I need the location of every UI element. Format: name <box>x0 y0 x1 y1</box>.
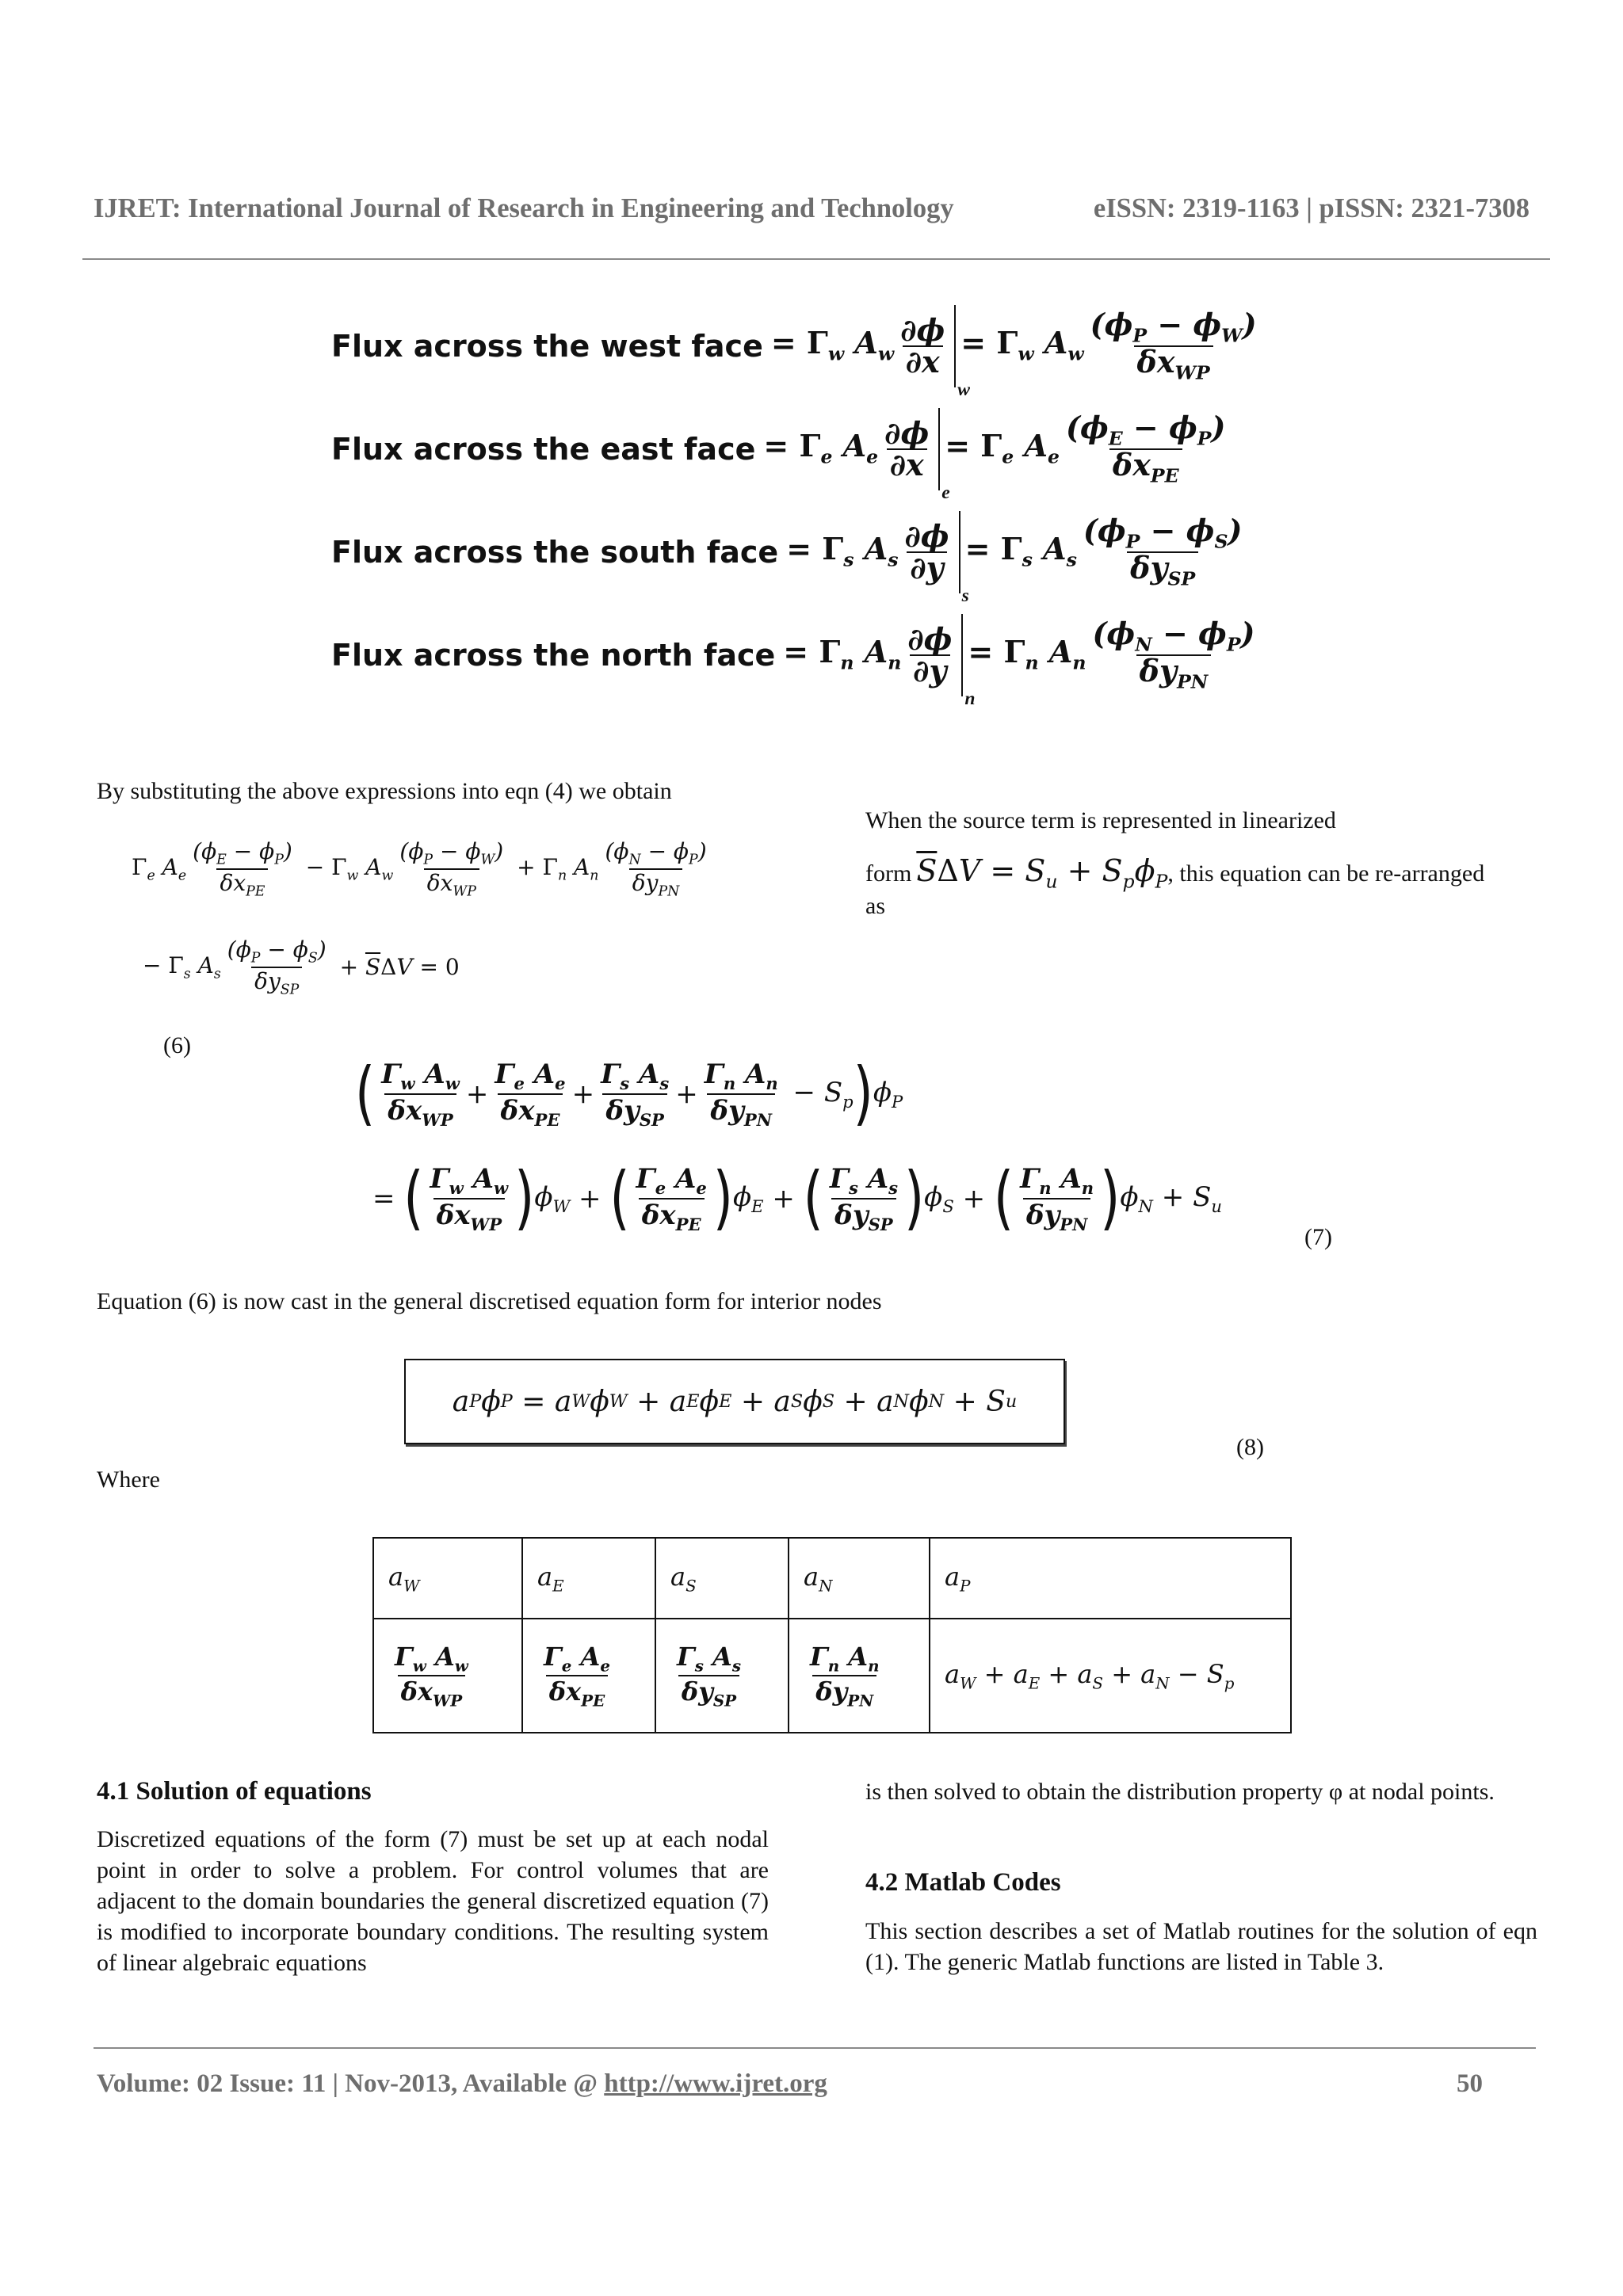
table-header-an: $a_N$ <box>789 1538 930 1619</box>
table-header-ae: $a_E$ <box>522 1538 655 1619</box>
table-cell-as-formula: $\Gamma_s$ $A_s$ $\delta y_{SP}$ <box>655 1619 789 1733</box>
section-4-2-body: This section describes a set of Matlab routines for the solution of eqn (1). The generic Matlab functions are listed in Table 3. <box>865 1918 1537 1975</box>
table-cell-ae-formula: $\Gamma_e$ $A_e$ $\delta x_{PE}$ <box>522 1619 655 1733</box>
table-cell-ap-formula: $a_W + a_E + a_S + a_N - S_p$ <box>930 1619 1291 1733</box>
general-form-text: Equation (6) is now cast in the general discretised equation form for interior nodes <box>97 1288 882 1314</box>
flux-east-equation: Flux across the east face = $\Gamma_e$ $A_e$ ∂ϕ ∂x e = $\Gamma_e$ $A_e$ $(\phi_E - \phi_P)$ $\delta x_{PE}$ <box>331 409 1226 504</box>
coefficient-table <box>372 1537 1292 1733</box>
issn-info: eISSN: 2319-1163 | pISSN: 2321-7308 <box>1093 193 1529 223</box>
flux-west-equation: Flux across the west face = $\Gamma_w$ $A_w$ ∂ϕ ∂x w = $\Gamma_w$ $A_w$ $(\phi_P - \phi_W)$ $\delta x_{WP}$ <box>331 306 1257 401</box>
where-text: Where <box>97 1466 160 1493</box>
section-4-1-continuation: is then solved to obtain the distribution property φ at nodal points. <box>865 1779 1495 1805</box>
table-header-aw: $a_W$ <box>373 1538 522 1619</box>
equation-7-line2: = ( $\Gamma_w$ $A_w$ $\delta x_{WP}$ ) $\phi_W$ + ( $\Gamma_e$ $A_e$ $\delta x_{PE}$ ) $\phi_E$ + ( $\Gamma_s$ $A_s$ $\delta y_{SP}$ ) $\phi_S$ + ( $\Gamma_n$ $A_n$ $\delta y_{PN}$ ) $\phi_N$ + $S_u$ <box>372 1158 1222 1238</box>
footer-volume: Volume: 02 Issue: 11 | Nov-2013, Available @ http://www.ijret.org <box>97 2069 827 2098</box>
running-header <box>94 193 1529 224</box>
header-rule <box>82 258 1550 260</box>
source-term-line2: form $\overline{S}\Delta V = S_u + S_p\phi_P$ , this equation can be re-arranged <box>865 853 1485 893</box>
equation-6-number: (6) <box>163 1032 191 1058</box>
table-header-ap: $a_P$ <box>930 1538 1291 1619</box>
flux-south-equation: Flux across the south face = $\Gamma_s$ $A_s$ ∂ϕ ∂y s = $\Gamma_s$ $A_s$ $(\phi_P - \phi_S)$ $\delta y_{SP}$ <box>331 512 1243 607</box>
source-term-line1: When the source term is represented in linearized <box>865 807 1336 833</box>
substituting-text: By substituting the above expressions into eqn (4) we obtain <box>97 778 672 804</box>
footer-rule <box>94 2047 1536 2049</box>
table-header-row <box>373 1538 1291 1619</box>
equation-8-number: (8) <box>1236 1434 1264 1460</box>
equation-7-number: (7) <box>1304 1224 1332 1250</box>
source-term-line3: as <box>865 893 885 919</box>
page-number: 50 <box>1457 2069 1483 2098</box>
table-cell-aw-formula: $\Gamma_w$ $A_w$ $\delta x_{WP}$ <box>373 1619 522 1733</box>
section-4-1-heading: 4.1 Solution of equations <box>97 1777 372 1806</box>
equation-6-line2: − $\Gamma_s$ $A_s$ $(\phi_P - \phi_S)$ $\delta y_{SP}$ + $\overline{S}\Delta V = 0$ <box>143 936 460 998</box>
footer-link[interactable]: http://www.ijret.org <box>604 2069 827 2098</box>
equation-7-line1: ( $\Gamma_w$ $A_w$ $\delta x_{WP}$ + $\Gamma_e$ $A_e$ $\delta x_{PE}$ + $\Gamma_s$ $A_s$ $\delta y_{SP}$ + $\Gamma_n$ $A_n$ $\delta y_{PN}$ − $S_p$ ) $\phi_P$ <box>355 1053 903 1134</box>
table-row <box>373 1619 1291 1733</box>
table-cell-an-formula: $\Gamma_n$ $A_n$ $\delta y_{PN}$ <box>789 1619 930 1733</box>
section-4-1-body: Discretized equations of the form (7) must be set up at each nodal point in order to solve a problem. For control volumes that are adjacent to the domain boundaries the general discretized equation (7) is modified to incorporate boundary conditions. The resulting system of linear algebraic equations <box>97 1826 769 1976</box>
section-4-2-heading: 4.2 Matlab Codes <box>865 1868 1061 1897</box>
equation-6-line1: $\Gamma_e$ $A_e$ $(\phi_E - \phi_P)$ $\delta x_{PE}$ − $\Gamma_w$ $A_w$ $(\phi_P - \phi_W)$ $\delta x_{WP}$ + $\Gamma_n$ $A_n$ $(\phi_N - \phi_P)$ $\delta y_{PN}$ <box>132 838 707 900</box>
table-header-as: $a_S$ <box>655 1538 789 1619</box>
flux-north-equation: Flux across the north face = $\Gamma_n$ $A_n$ ∂ϕ ∂y n = $\Gamma_n$ $A_n$ $(\phi_N - \phi_P)$ $\delta y_{PN}$ <box>331 615 1255 710</box>
journal-title: IJRET: International Journal of Research in Engineering and Technology <box>94 193 954 223</box>
equation-8-box: a P ϕ P = a W ϕ W + a E ϕ E + a S ϕ S + a N ϕ N + S u <box>404 1359 1065 1444</box>
